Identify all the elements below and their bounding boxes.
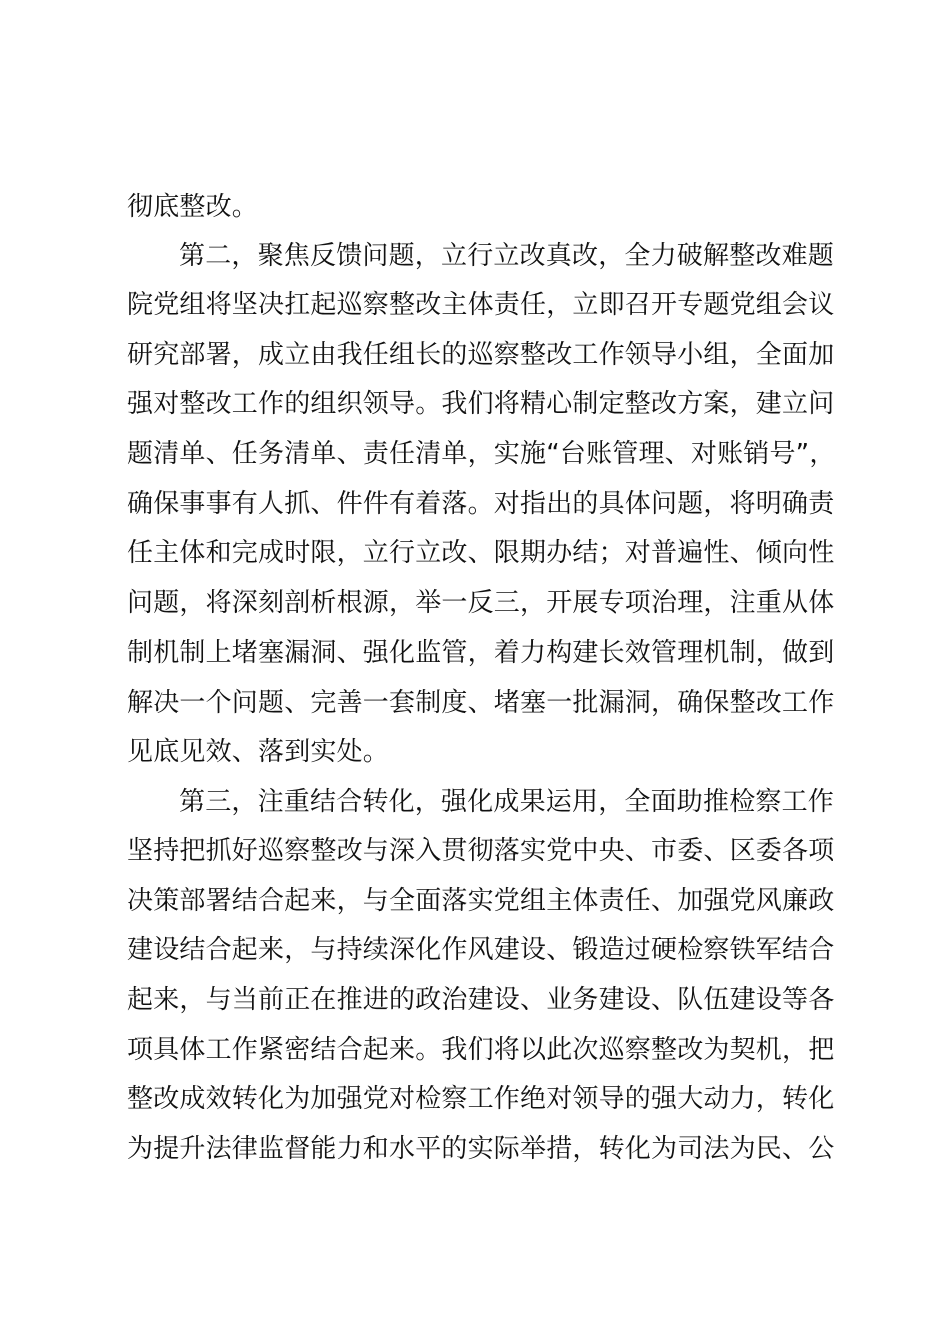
text-line: 整改成效转化为加强党对检察工作绝对领导的强大动力，转化 [127,1084,835,1114]
text-line: 题清单、任务清单、责任清单，实施“台账管理、对账销号”， [127,439,836,469]
text-line: 问题，将深刻剖析根源，举一反三，开展专项治理，注重从体 [127,588,835,618]
text-line: 研究部署，成立由我任组长的巡察整改工作领导小组，全面加 [127,340,835,370]
text-line: 任主体和完成时限，立行立改、限期办结；对普遍性、倾向性 [127,538,835,568]
text-line: 坚持把抓好巡察整改与深入贯彻落实党中央、市委、区委各项 [127,836,835,866]
text-line: 见底见效、落到实处。 [127,737,390,767]
text-line: 起来，与当前正在推进的政治建设、业务建设、队伍建设等各 [127,985,835,1015]
section-heading-2: 第二，聚焦反馈问题，立行立改真改，全力破解整改难题 [179,241,835,271]
text-line: 建设结合起来，与持续深化作风建设、锻造过硬检察铁军结合 [127,935,835,965]
section-heading-3: 第三，注重结合转化，强化成果运用，全面助推检察工作 [179,787,835,817]
text-line: 为提升法律监督能力和水平的实际举措，转化为司法为民、公 [127,1134,835,1164]
text-line: 确保事事有人抓、件件有着落。对指出的具体问题，将明确责 [127,489,835,519]
text-line: 制机制上堵塞漏洞、强化监管，着力构建长效管理机制，做到 [127,638,835,668]
text-line: 彻底整改。 [127,192,259,222]
text-line: 项具体工作紧密结合起来。我们将以此次巡察整改为契机，把 [127,1035,835,1065]
text-line: 决策部署结合起来，与全面落实党组主体责任、加强党风廉政 [127,886,835,916]
text-line: 强对整改工作的组织领导。我们将精心制定整改方案，建立问 [127,389,835,419]
text-line: 院党组将坚决扛起巡察整改主体责任，立即召开专题党组会议 [127,290,835,320]
text-line: 解决一个问题、完善一套制度、堵塞一批漏洞，确保整改工作 [127,688,835,718]
